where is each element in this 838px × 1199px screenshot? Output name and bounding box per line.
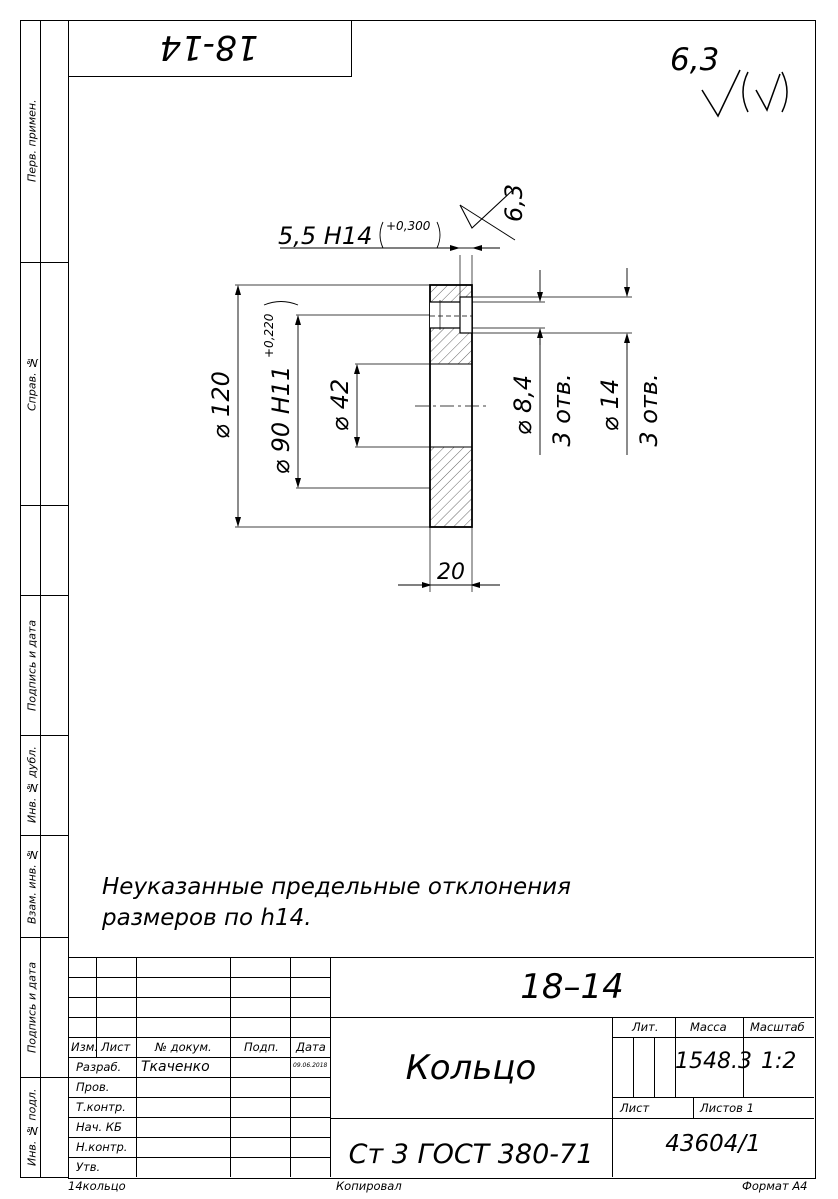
dim-slot-roughness: 6,3 — [500, 183, 528, 222]
side-label-vzam-inv: Взам. инв. № — [25, 847, 39, 925]
tb-designation: 18–14 — [520, 967, 624, 1007]
side-strip-sep — [20, 505, 68, 506]
role-nach-kb: Нач. КБ — [76, 1120, 122, 1134]
developer-name: Ткаченко — [141, 1059, 210, 1075]
role-prov: Пров. — [76, 1080, 110, 1094]
tb-material: Ст 3 ГОСТ 380-71 — [348, 1139, 594, 1170]
dim-hole-small-count: 3 отв. — [548, 373, 576, 447]
side-strip-outer-line — [20, 20, 21, 1177]
note-line-1: Неуказанные предельные отклонения — [102, 874, 571, 900]
dim-bore-diameter: ⌀ 90 H11 — [267, 365, 295, 475]
tb-part-name: Кольцо — [405, 1047, 537, 1088]
hdr-mass: Масса — [690, 1020, 727, 1034]
developer-date: 09.06.2018 — [293, 1062, 328, 1069]
side-strip-bottom — [20, 1177, 68, 1178]
hdr-lit: Лит. — [632, 1020, 659, 1034]
part-drawing — [160, 170, 680, 610]
footer-filename: 14кольцо — [68, 1179, 126, 1193]
dim-bore-tolerance: +0,220 — [262, 313, 276, 358]
role-utv: Утв. — [76, 1160, 101, 1174]
roughness-general-value: 6,3 — [670, 42, 720, 78]
hdr-scale: Масштаб — [750, 1020, 805, 1034]
footer-copied: Копировал — [336, 1179, 402, 1193]
side-label-inv-podl: Инв. № подл. — [25, 1088, 39, 1166]
hdr-sign: Подп. — [244, 1040, 279, 1054]
dim-hole-small: ⌀ 8,4 — [509, 374, 537, 436]
scale-value: 1:2 — [761, 1049, 797, 1074]
dim-inner-diameter: ⌀ 42 — [326, 378, 354, 432]
hdr-sheet: Лист — [620, 1101, 650, 1115]
hdr-izm: Изм. — [71, 1040, 99, 1054]
role-tkontr: Т.контр. — [76, 1100, 126, 1114]
side-label-inv-dubl: Инв. № дубл. — [25, 746, 39, 824]
hdr-list: Лист — [101, 1040, 131, 1054]
dim-hole-large-count: 3 отв. — [635, 373, 663, 447]
hdr-doc-no: № докум. — [155, 1040, 212, 1054]
side-label-perv-primen: Перв. примен. — [25, 99, 39, 183]
note-line-2: размеров по h14. — [102, 905, 312, 931]
side-label-podpis-2: Подпись и дата — [25, 961, 39, 1053]
roughness-check-icon — [700, 68, 800, 120]
footer-format: Формат А4 — [742, 1179, 808, 1193]
dim-outer-diameter: ⌀ 120 — [207, 371, 235, 439]
dim-thickness: 20 — [437, 560, 465, 585]
hatch-bottom — [430, 447, 472, 527]
corner-designation: 18-14 — [159, 27, 259, 68]
side-label-sprav: Справ. № — [25, 355, 39, 412]
tb-organization: 43604/1 — [665, 1131, 761, 1157]
role-razrab: Разраб. — [76, 1060, 122, 1074]
side-strip-inner-line — [40, 20, 41, 1177]
role-nkontr: Н.контр. — [76, 1140, 128, 1154]
dim-hole-large: ⌀ 14 — [596, 378, 624, 432]
hdr-sheets: Листов 1 — [700, 1101, 754, 1115]
dim-slot-width: 5,5 H14 — [278, 222, 373, 250]
side-label-podpis-1: Подпись и дата — [25, 619, 39, 711]
dim-slot-tolerance: +0,300 — [386, 219, 431, 233]
hdr-date: Дата — [296, 1040, 326, 1054]
mass-value: 1548.3 — [675, 1049, 752, 1074]
